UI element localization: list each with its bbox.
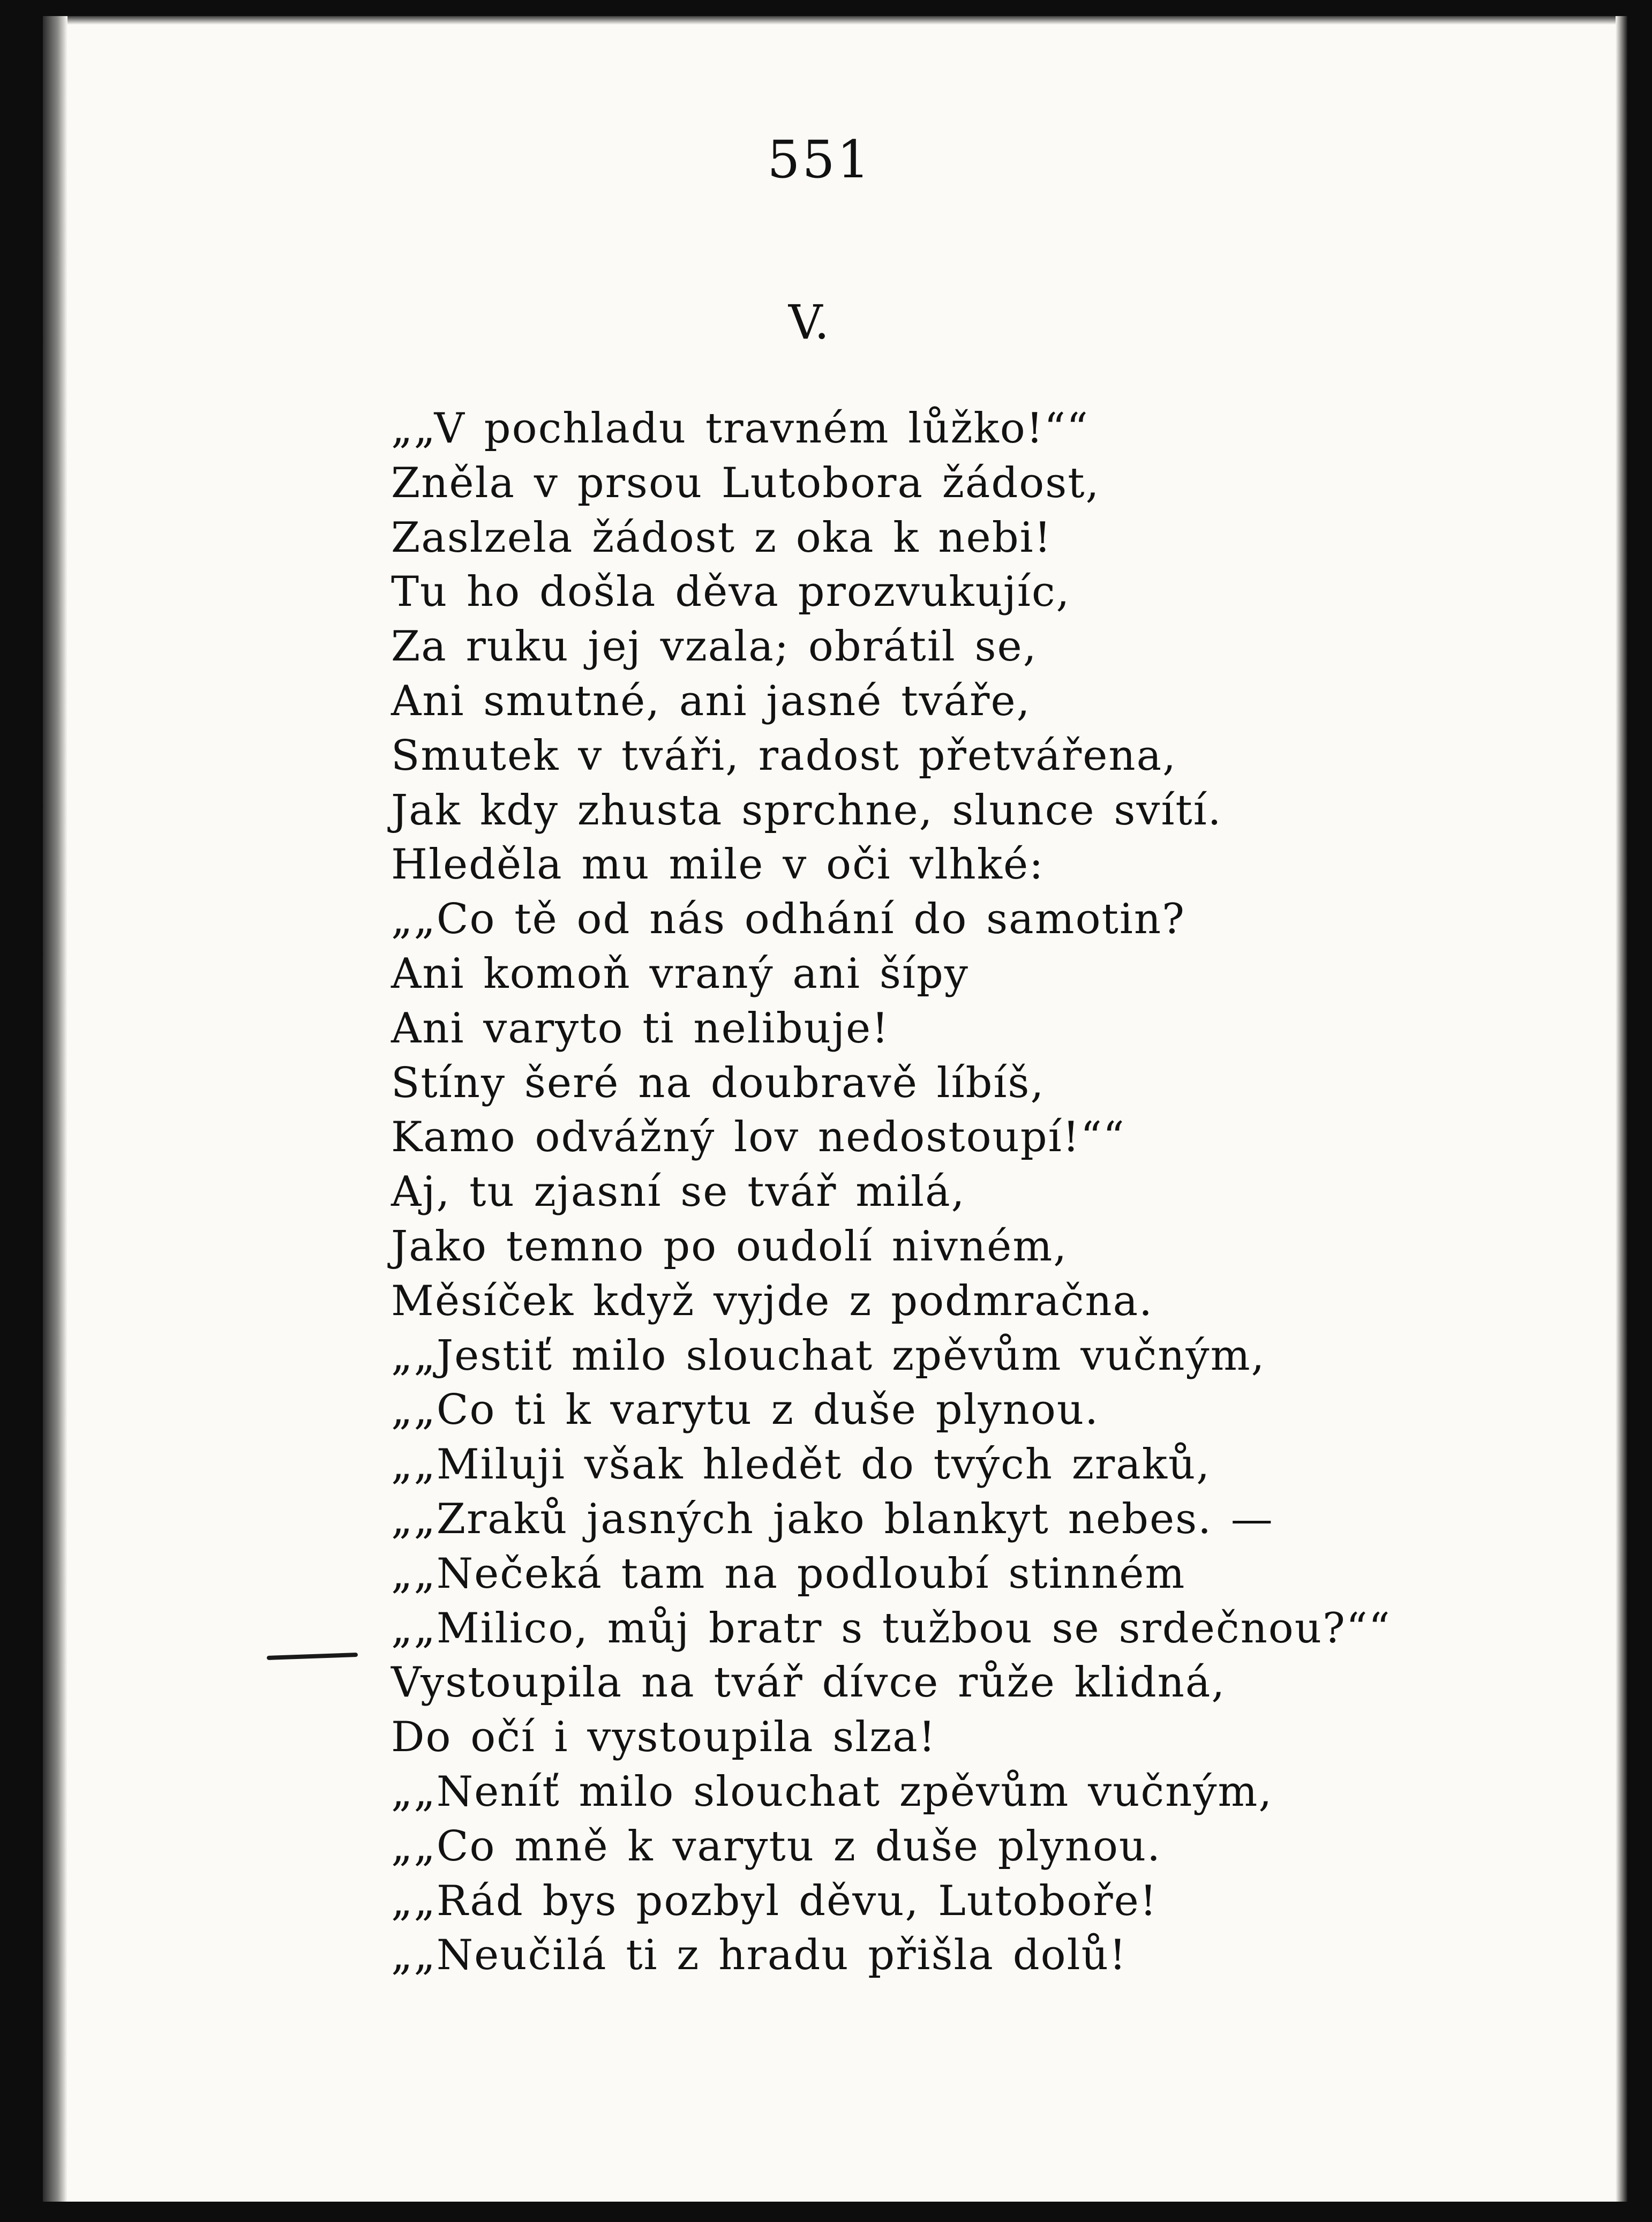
poem-line: „„Neníť milo slouchat zpěvům vučným, xyxy=(391,1767,1273,1816)
poem-line: Tu ho došla děva prozvukujíc, xyxy=(391,568,1071,617)
poem-line: „„Co ti k varytu z duše plynou. xyxy=(391,1386,1099,1435)
poem-line: Jako temno po oudolí nivném, xyxy=(391,1222,1068,1271)
poem-line: „„Zraků jasných jako blankyt nebes. — xyxy=(391,1495,1274,1543)
poem-line: „„Co mně k varytu z duše plynou. xyxy=(391,1822,1161,1871)
poem-line: Stíny šeré na doubravě líbíš, xyxy=(391,1059,1045,1107)
poem-line: Zněla v prsou Lutobora žádost, xyxy=(391,459,1100,507)
margin-dash-mark xyxy=(267,1653,358,1660)
poem-line: Zaslzela žádost z oka k nebi! xyxy=(391,513,1052,562)
section-heading: V. xyxy=(788,295,830,350)
poem-line: „„Jestiť milo slouchat zpěvům vučným, xyxy=(391,1331,1266,1380)
poem-line: Měsíček když vyjde z podmračna. xyxy=(391,1277,1153,1325)
poem-line: Jak kdy zhusta sprchne, slunce svítí. xyxy=(391,786,1222,835)
book-page xyxy=(43,16,1627,2202)
poem-line: Ani varyto ti nelibuje! xyxy=(391,1004,890,1053)
poem-line: Do očí i vystoupila slza! xyxy=(391,1713,937,1762)
page-top-edge xyxy=(43,16,1627,25)
poem-line: „„Nečeká tam na podloubí stinném xyxy=(391,1549,1186,1598)
poem-line: Smutek v tváři, radost přetvářena, xyxy=(391,731,1177,780)
poem-line: „„Neučilá ti z hradu přišla dolů! xyxy=(391,1931,1128,1980)
page-right-edge xyxy=(1616,16,1627,2202)
poem-line: Kamo odvážný lov nedostoupí!““ xyxy=(391,1113,1125,1162)
poem-line: Hleděla mu mile v oči vlhké: xyxy=(391,840,1045,889)
poem-line: Ani smutné, ani jasné tváře, xyxy=(391,677,1031,725)
poem-line: „„Co tě od nás odhání do samotin? xyxy=(391,895,1185,944)
poem-line: Vystoupila na tvář dívce růže klidná, xyxy=(391,1658,1226,1707)
poem-text xyxy=(391,402,1570,1983)
poem-line: „„Miluji však hledět do tvých zraků, xyxy=(391,1440,1211,1489)
page-number: 551 xyxy=(767,130,872,190)
poem-line: „„V pochladu travném lůžko!““ xyxy=(391,404,1089,453)
poem-line: „„Milico, můj bratr s tužbou se srdečnou?““ xyxy=(391,1604,1391,1653)
poem-line: Za ruku jej vzala; obrátil se, xyxy=(391,622,1038,671)
poem-line: Aj, tu zjasní se tvář milá, xyxy=(391,1168,966,1217)
page-binding-edge xyxy=(43,16,67,2202)
poem-line: „„Rád bys pozbyl děvu, Lutoboře! xyxy=(391,1876,1158,1925)
poem-line: Ani komoň vraný ani šípy xyxy=(391,949,969,998)
